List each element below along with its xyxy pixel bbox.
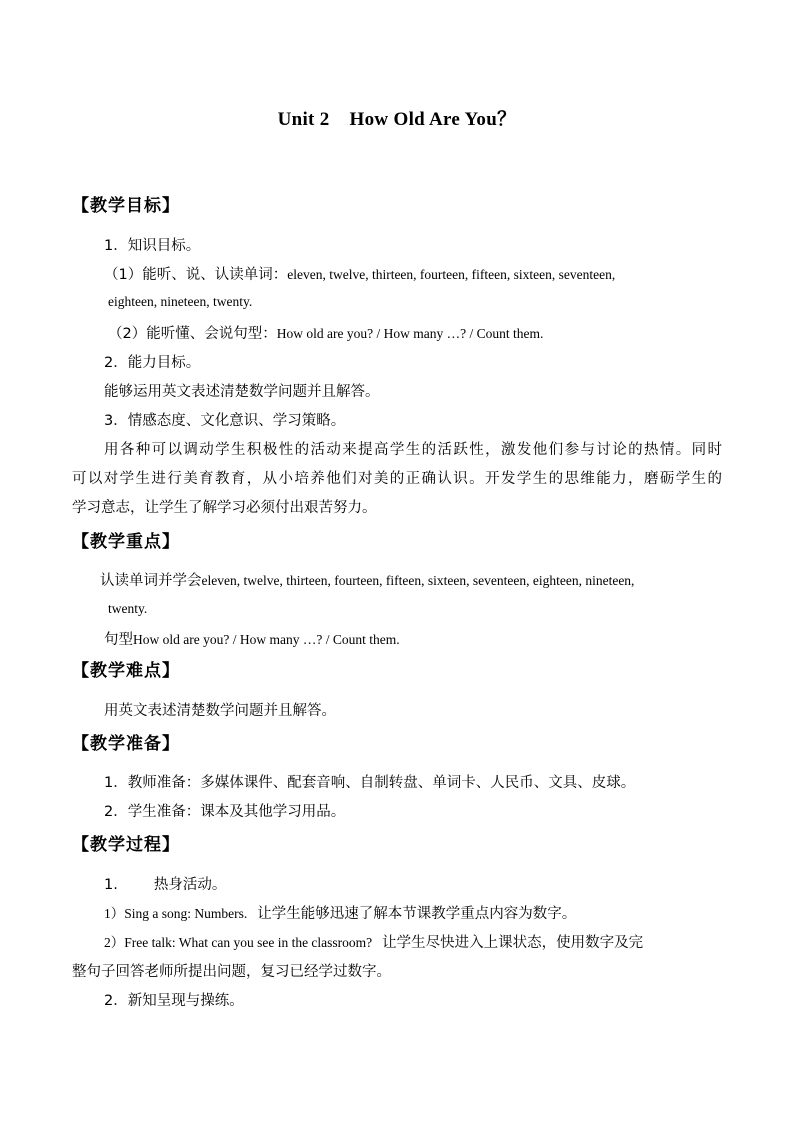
objectives-line-9: 可以对学生进行美育教育，从小培养他们对美的正确认识。开发学生的思维能力，磨砺学生的 [72, 471, 722, 487]
objectives-line-7: 3．情感态度、文化意识、学习策略。 [104, 413, 346, 429]
objectives-line-3: eighteen, nineteen, twenty. [108, 294, 253, 309]
unit-label: Unit 2 [277, 109, 330, 130]
process-line-2: 1）Sing a song: Numbers. 让学生能够迅速了解本节课教学重点内容为数字。 [104, 906, 577, 922]
key-points-line-3: 句型How old are you? / How many …? / Count them. [104, 632, 400, 648]
objectives-line-1: 1．知识目标。 [104, 238, 201, 254]
process-line-4: 整句子回答老师所提出问题，复习已经学过数字。 [72, 964, 391, 980]
objectives-heading: 【教学目标】 [72, 196, 180, 216]
preparation-line-1: 1．教师准备：多媒体课件、配套音响、自制转盘、单词卡、人民币、文具、皮球。 [104, 775, 636, 791]
difficulties-heading: 【教学难点】 [72, 661, 180, 681]
objectives-line-10: 学习意志，让学生了解学习必须付出艰苦努力。 [72, 500, 377, 516]
key-points-heading: 【教学重点】 [72, 532, 180, 552]
process-line-1: 1. 热身活动。 [104, 877, 227, 893]
preparation-heading: 【教学准备】 [72, 734, 180, 754]
difficulties-line-1: 用英文表述清楚数学问题并且解答。 [104, 703, 336, 719]
page-title [0, 104, 794, 131]
objectives-line-8: 用各种可以调动学生积极性的活动来提高学生的活跃性，激发他们参与讨论的热情。同时 [104, 442, 722, 458]
process-line-3: 2）Free talk: What can you see in the classroom? 让学生尽快进入上课状态，使用数字及完 [104, 935, 644, 951]
objectives-line-5: 2．能力目标。 [104, 355, 201, 371]
process-line-5: 2．新知呈现与操练。 [104, 993, 244, 1009]
process-heading: 【教学过程】 [72, 835, 180, 855]
objectives-line-6: 能够运用英文表述清楚数学问题并且解答。 [104, 384, 380, 400]
unit-name: How Old Are You？ [349, 109, 517, 130]
key-points-line-2: twenty. [108, 601, 148, 616]
preparation-line-2: 2．学生准备：课本及其他学习用品。 [104, 804, 346, 820]
objectives-line-4: （2）能听懂、会说句型：How old are you? / How many …? / Count them. [108, 326, 544, 342]
key-points-line-1: 认读单词并学会eleven, twelve, thirteen, fourteen, fifteen, sixteen, seventeen, eighteen, nineteen, [100, 573, 635, 589]
objectives-line-2: （1）能听、说、认读单词：eleven, twelve, thirteen, fourteen, fifteen, sixteen, seventeen, [104, 267, 616, 283]
